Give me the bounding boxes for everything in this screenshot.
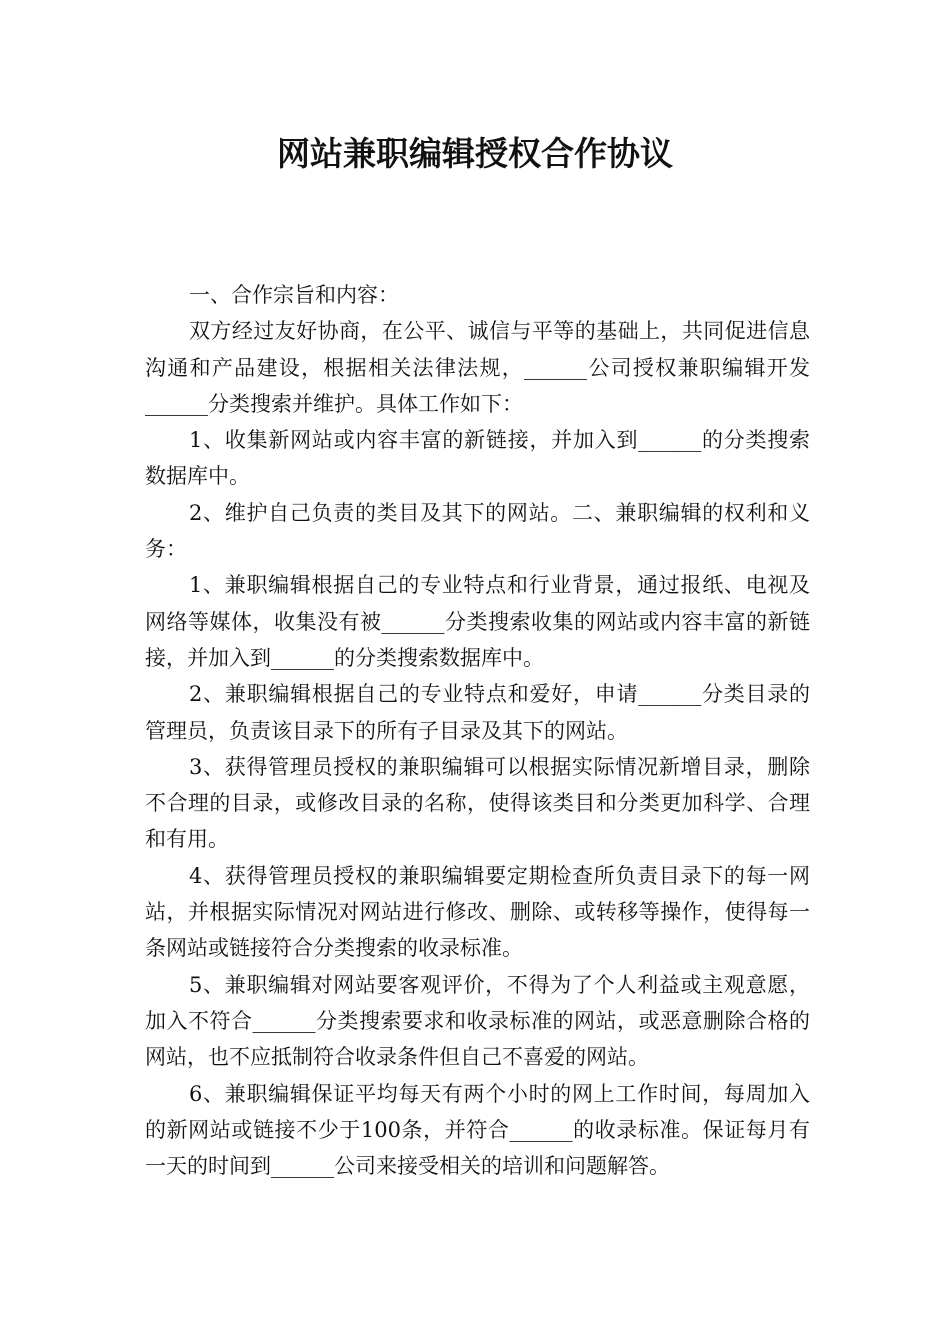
document-body xyxy=(145,277,810,1184)
section-heading-purpose: 一、合作宗旨和内容： xyxy=(189,283,399,307)
paragraph-item-1: 1、收集新网站或内容丰富的新链接，并加入到______的分类搜索数据库中。 xyxy=(145,428,810,489)
paragraph-rights-4: 4、获得管理员授权的兼职编辑要定期检查所负责目录下的每一网站，并根据实际情况对网站进行修改、删除、或转移等操作，使得每一条网站或链接符合分类搜索的收录标准。 xyxy=(145,863,810,961)
paragraph-rights-5: 5、兼职编辑对网站要客观评价，不得为了个人利益或主观意愿，加入不符合______分类搜索要求和收录标准的网站，或恶意删除合格的网站，也不应抵制符合收录条件但自己不喜爱的网站。 xyxy=(145,972,810,1070)
paragraph-rights-2: 2、兼职编辑根据自己的专业特点和爱好，申请______分类目录的管理员，负责该目录下的所有子目录及其下的网站。 xyxy=(145,682,810,743)
document-title: 网站兼职编辑授权合作协议 xyxy=(277,134,673,173)
paragraph-item-2: 2、维护自己负责的类目及其下的网站。二、兼职编辑的权利和义务： xyxy=(145,500,810,562)
paragraph-rights-3: 3、获得管理员授权的兼职编辑可以根据实际情况新增目录，删除不合理的目录，或修改目录的名称，使得该类目和分类更加科学、合理和有用。 xyxy=(145,754,810,852)
paragraph-rights-1: 1、兼职编辑根据自己的专业特点和行业背景，通过报纸、电视及网络等媒体，收集没有被______分类搜索收集的网站或内容丰富的新链接，并加入到______的分类搜索数据库中。 xyxy=(145,573,810,670)
paragraph-rights-6: 6、兼职编辑保证平均每天有两个小时的网上工作时间，每周加入的新网站或链接不少于100条，并符合______的收录标准。保证每月有一天的时间到______公司来接受相关的培训和问题解答。 xyxy=(145,1081,810,1179)
paragraph-intro: 双方经过友好协商，在公平、诚信与平等的基础上，共同促进信息沟通和产品建设，根据相关法律法规，______公司授权兼职编辑开发______分类搜索并维护。具体工作如下： xyxy=(145,319,810,416)
